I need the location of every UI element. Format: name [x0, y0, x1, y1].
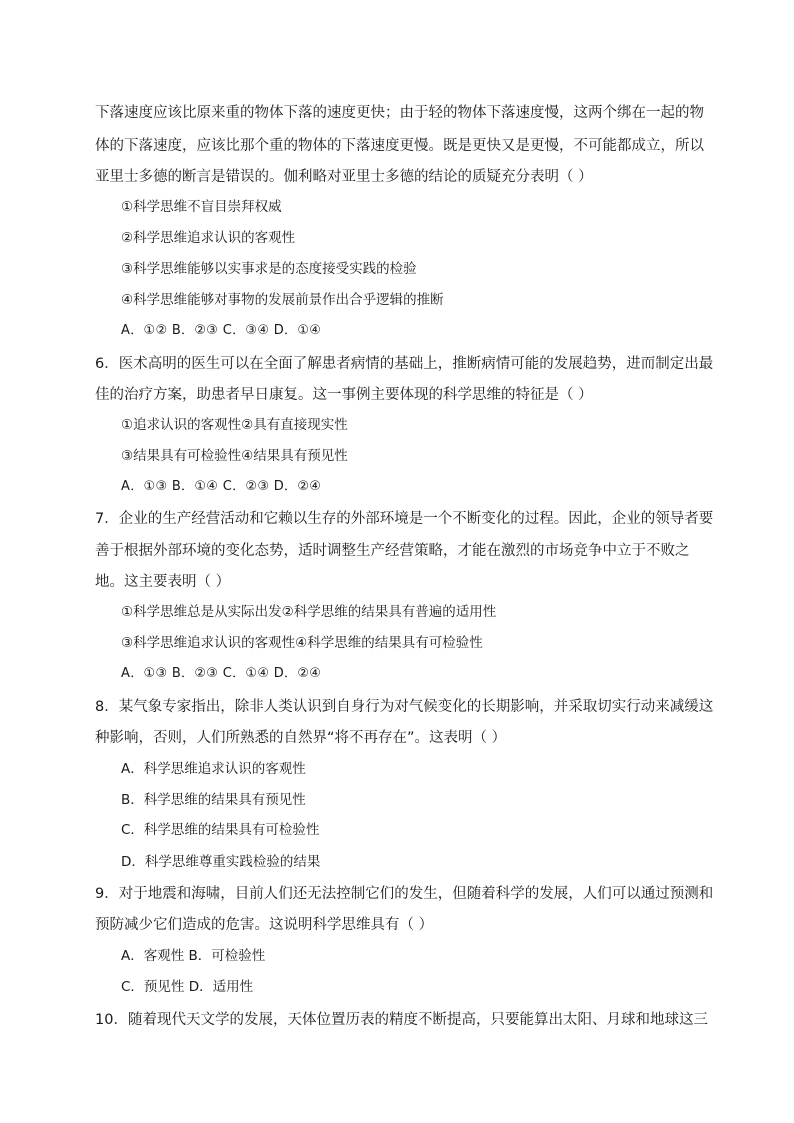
question-text: 种影响，否则，人们所熟悉的自然界“将不再存在”。这表明（ ）	[95, 730, 507, 746]
question-text: 体的下落速度，应该比那个重的物体的下落速度更慢。既是更快又是更慢，不可能都成立，所以	[95, 138, 704, 154]
question-text: 10．随着现代天文学的发展，天体位置历表的精度不断提高，只要能算出太阳、月球和地球这三	[95, 1012, 708, 1028]
answer-choices: A．①③ B．②③ C．①④ D．②④	[121, 666, 322, 681]
question-text: 预防减少它们造成的危害。这说明科学思维具有（ ）	[95, 917, 434, 933]
question-text: 6．医术高明的医生可以在全面了解患者病情的基础上，推断病情可能的发展趋势，进而制定出最	[95, 356, 714, 372]
option-item: ①追求认识的客观性②具有直接现实性	[121, 417, 348, 433]
question-text: 佳的治疗方案，助患者早日康复。这一事例主要体现的科学思维的特征是（ ）	[95, 387, 593, 403]
option-item: B．科学思维的结果具有预见性	[121, 792, 306, 808]
option-item: C．科学思维的结果具有可检验性	[121, 822, 320, 838]
option-item: ①科学思维不盲目崇拜权威	[121, 199, 282, 215]
question-text: 地。这主要表明（ ）	[95, 574, 231, 590]
option-item: ③科学思维追求认识的客观性④科学思维的结果具有可检验性	[121, 635, 483, 651]
option-item: A．客观性 B．可检验性	[121, 948, 266, 964]
option-item: ③结果具有可检验性④结果具有预见性	[121, 448, 348, 464]
question-text: 7．企业的生产经营活动和它赖以生存的外部环境是一个不断变化的过程。因此，企业的领导者要	[95, 511, 714, 527]
option-item: C．预见性 D．适用性	[121, 979, 254, 995]
option-item: ②科学思维追求认识的客观性	[121, 230, 296, 246]
question-text: 善于根据外部环境的变化态势，适时调整生产经营策略，才能在激烈的市场竞争中立于不败之	[95, 543, 690, 559]
option-item: ③科学思维能够以实事求是的态度接受实践的检验	[121, 261, 417, 277]
answer-choices: A．①② B．②③ C．③④ D．①④	[121, 323, 322, 338]
question-text: 下落速度应该比原来重的物体下落的速度更快；由于轻的物体下落速度慢，这两个绑在一起的物	[95, 105, 704, 121]
question-text: 8．某气象专家指出，除非人类认识到自身行为对气候变化的长期影响，并采取切实行动来减缓这	[95, 699, 714, 715]
answer-choices: A．①③ B．①④ C．②③ D．②④	[121, 479, 322, 494]
question-text: 亚里士多德的断言是错误的。伽利略对亚里士多德的结论的质疑充分表明（ ）	[95, 169, 593, 185]
option-item: ①科学思维总是从实际出发②科学思维的结果具有普遍的适用性	[121, 604, 497, 620]
option-item: ④科学思维能够对事物的发展前景作出合乎逻辑的推断	[121, 292, 444, 308]
option-item: D．科学思维尊重实践检验的结果	[121, 854, 321, 870]
option-item: A．科学思维追求认识的客观性	[121, 761, 306, 777]
question-text: 9．对于地震和海啸，目前人们还无法控制它们的发生，但随着科学的发展，人们可以通过预测和	[95, 886, 714, 902]
